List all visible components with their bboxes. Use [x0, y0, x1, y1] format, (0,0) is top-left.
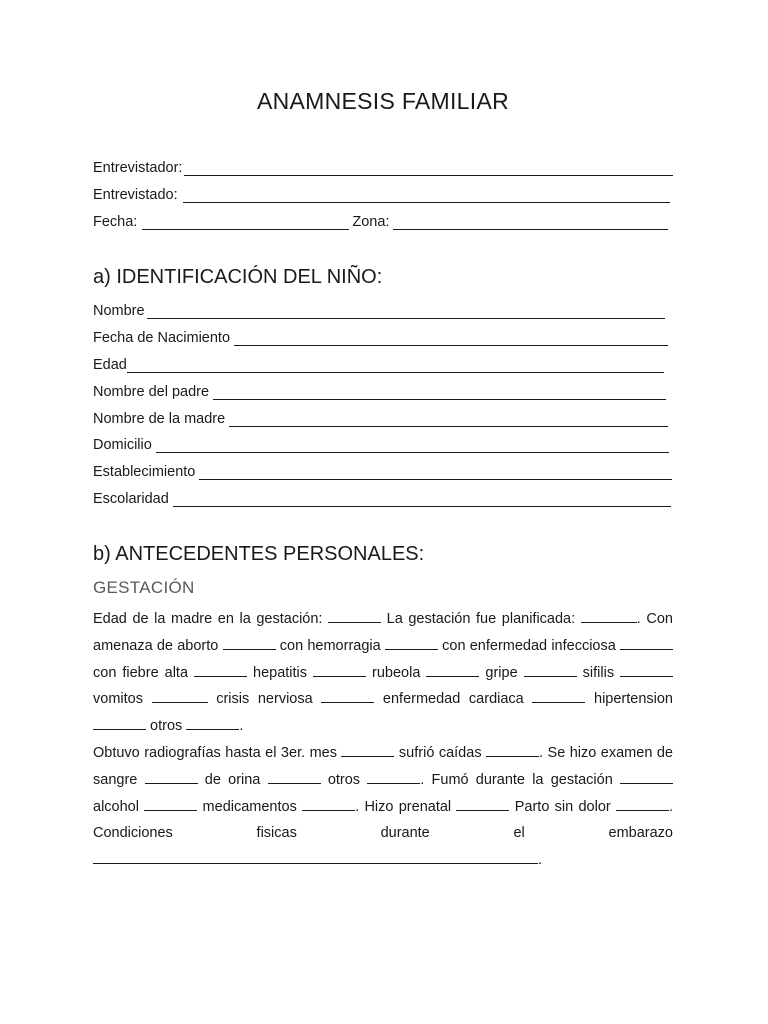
entrevistador-label: Entrevistador: [93, 160, 183, 176]
p1-text: gripe [485, 664, 518, 681]
otros-blank[interactable] [186, 717, 239, 730]
nombre-madre-label: Nombre de la madre [93, 411, 226, 427]
fecha-nacimiento-row [93, 328, 668, 346]
fecha-nacimiento-field[interactable] [234, 332, 668, 346]
planificada-blank[interactable] [581, 610, 637, 623]
hipertension-blank[interactable] [93, 717, 146, 730]
sifilis-blank[interactable] [620, 664, 673, 677]
zona-field[interactable] [393, 216, 668, 230]
fumo-blank[interactable] [620, 771, 673, 784]
caidas-blank[interactable] [486, 744, 539, 757]
establecimiento-field[interactable] [199, 466, 672, 480]
edad-row [93, 355, 664, 373]
p1-text: hipertension [594, 691, 673, 708]
section-a-heading: a) IDENTIFICACIÓN DEL NIÑO: [93, 266, 383, 288]
p2-text: otros [327, 771, 361, 788]
p2-text: de orina [204, 771, 261, 788]
fecha-field[interactable] [142, 216, 349, 230]
orina-blank[interactable] [268, 771, 321, 784]
gestacion-paragraph-2 [93, 740, 673, 874]
parto-sin-dolor-blank[interactable] [616, 798, 669, 811]
radiografias-blank[interactable] [341, 744, 394, 757]
escolaridad-field[interactable] [173, 493, 671, 507]
nombre-field[interactable] [147, 305, 665, 319]
edad-madre-blank[interactable] [328, 610, 381, 623]
gripe-blank[interactable] [524, 664, 577, 677]
p1-text: otros [150, 718, 183, 735]
gestacion-subheading: GESTACIÓN [93, 578, 195, 597]
fiebre-blank[interactable] [194, 664, 247, 677]
p2-text: . [538, 852, 543, 869]
rubeola-blank[interactable] [426, 664, 479, 677]
p1-text: rubeola [372, 664, 421, 681]
domicilio-row [93, 435, 669, 453]
nombre-padre-label: Nombre del padre [93, 384, 210, 400]
nombre-madre-field[interactable] [229, 413, 668, 427]
infecciosa-blank[interactable] [620, 637, 673, 650]
medicamentos-blank[interactable] [302, 798, 355, 811]
p1-text: enfermedad cardiaca [382, 691, 524, 708]
p2-text: Obtuvo radiografías hasta el 3er. mes [93, 744, 337, 761]
p1-text: . Con amenaza de aborto [93, 611, 673, 654]
hemorragia-blank[interactable] [385, 637, 438, 650]
p1-text: Edad de la madre en la gestación: [93, 611, 323, 627]
p1-text: . [239, 718, 244, 735]
zona-label: Zona: [352, 214, 390, 230]
entrevistador-row [93, 158, 673, 176]
otros-examen-blank[interactable] [367, 771, 420, 784]
p2-text: . Se hizo examen de sangre [93, 744, 673, 788]
entrevistado-field[interactable] [183, 189, 670, 203]
escolaridad-label: Escolaridad [93, 491, 169, 507]
sangre-blank[interactable] [145, 771, 198, 784]
nombre-label: Nombre [93, 303, 145, 319]
entrevistado-row [93, 185, 670, 203]
nombre-padre-field[interactable] [213, 386, 666, 400]
edad-label: Edad [93, 357, 127, 373]
nombre-row [93, 301, 665, 319]
hepatitis-blank[interactable] [313, 664, 366, 677]
p2-text: alcohol [93, 798, 139, 815]
fecha-nacimiento-label: Fecha de Nacimiento [93, 330, 231, 346]
vomitos-blank[interactable] [152, 690, 208, 703]
entrevistado-label: Entrevistado: [93, 187, 178, 203]
gestacion-paragraph-1 [93, 606, 673, 740]
escolaridad-row [93, 489, 671, 507]
p2-text: medicamentos [202, 798, 297, 815]
p2-text: . Fumó durante la gestación [420, 771, 613, 788]
p1-text: La gestación fue planificada: [386, 611, 576, 627]
entrevistador-field[interactable] [184, 162, 673, 176]
section-b-heading: b) ANTECEDENTES PERSONALES: [93, 543, 425, 565]
p1-text: hepatitis [253, 664, 308, 681]
nombre-padre-row [93, 382, 666, 400]
domicilio-field[interactable] [156, 439, 669, 453]
domicilio-label: Domicilio [93, 437, 152, 453]
p1-text: con hemorragia [279, 637, 381, 654]
establecimiento-row [93, 462, 672, 480]
nombre-madre-row [93, 409, 668, 427]
p1-text: sifilis [582, 664, 615, 681]
prenatal-blank[interactable] [456, 798, 509, 811]
gestacion-paragraph [93, 606, 673, 874]
alcohol-blank[interactable] [144, 798, 197, 811]
fecha-label: Fecha: [93, 214, 138, 230]
crisis-nerviosa-blank[interactable] [321, 690, 374, 703]
p1-text: vomitos [93, 691, 143, 708]
p2-text: . Condiciones fisicas durante el embarazo [93, 798, 674, 842]
page-title: ANAMNESIS FAMILIAR [256, 88, 510, 114]
p2-text: Parto sin dolor [514, 798, 611, 815]
edad-field[interactable] [127, 359, 664, 373]
p1-text: con enfermedad infecciosa [442, 637, 616, 654]
aborto-blank[interactable] [223, 637, 276, 650]
p2-text: sufrió caídas [398, 744, 482, 761]
p1-text: con fiebre alta [93, 664, 189, 681]
cardiaca-blank[interactable] [532, 690, 585, 703]
p1-text: crisis nerviosa [216, 691, 313, 708]
p2-text: . Hizo prenatal [355, 798, 452, 815]
condiciones-fisicas-blank[interactable] [93, 851, 538, 864]
establecimiento-label: Establecimiento [93, 464, 196, 480]
fecha-zona-row [93, 212, 668, 230]
